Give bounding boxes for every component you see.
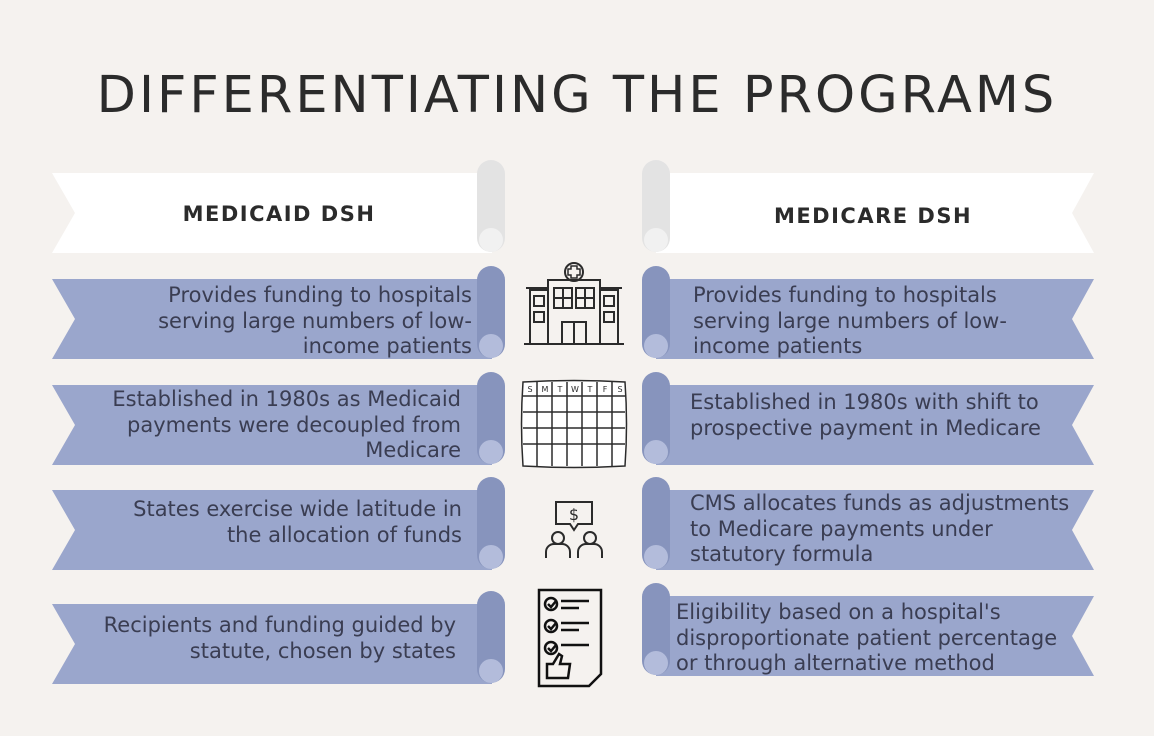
calendar-icon: [519, 378, 629, 470]
calendar-day-label: S: [527, 385, 533, 394]
medicaid-heading: MEDICAID DSH: [182, 202, 376, 226]
medicaid-row-4-text: Recipients and funding guided by statute, chosen by states: [103, 613, 456, 663]
page-title: DIFFERENTIATING THE PROGRAMS: [96, 66, 1058, 125]
medicare-row-2-text: Established in 1980s with shift to prospective payment in Medicare: [690, 390, 1041, 440]
medicaid-row-1-text: Provides funding to hospitals serving large numbers of low-income patients: [158, 283, 472, 358]
funding-people-icon: [542, 498, 606, 562]
medicare-row-1-text: Provides funding to hospitals serving large numbers of low-income patients: [693, 283, 1007, 358]
calendar-day-label: F: [602, 385, 608, 394]
medicare-row-4-text: Eligibility based on a hospital's disproportionate patient percentage or through alternative method: [676, 600, 1058, 675]
hospital-icon: [524, 260, 624, 350]
calendar-day-label: T: [557, 385, 563, 394]
calendar-day-label: S: [617, 385, 623, 394]
medicare-row-3-text: CMS allocates funds as adjustments to Medicare payments under statutory formula: [690, 491, 1070, 566]
checklist-icon: [535, 588, 605, 688]
calendar-day-label: M: [541, 385, 549, 394]
calendar-day-label: W: [571, 385, 579, 394]
medicaid-row-3-text: States exercise wide latitude in the allocation of funds: [133, 497, 462, 547]
medicaid-row-2-text: Established in 1980s as Medicaid payments were decoupled from Medicare: [112, 387, 461, 462]
svg-text:$: $: [568, 505, 580, 524]
calendar-day-label: T: [587, 385, 593, 394]
medicare-heading: MEDICARE DSH: [773, 204, 973, 228]
